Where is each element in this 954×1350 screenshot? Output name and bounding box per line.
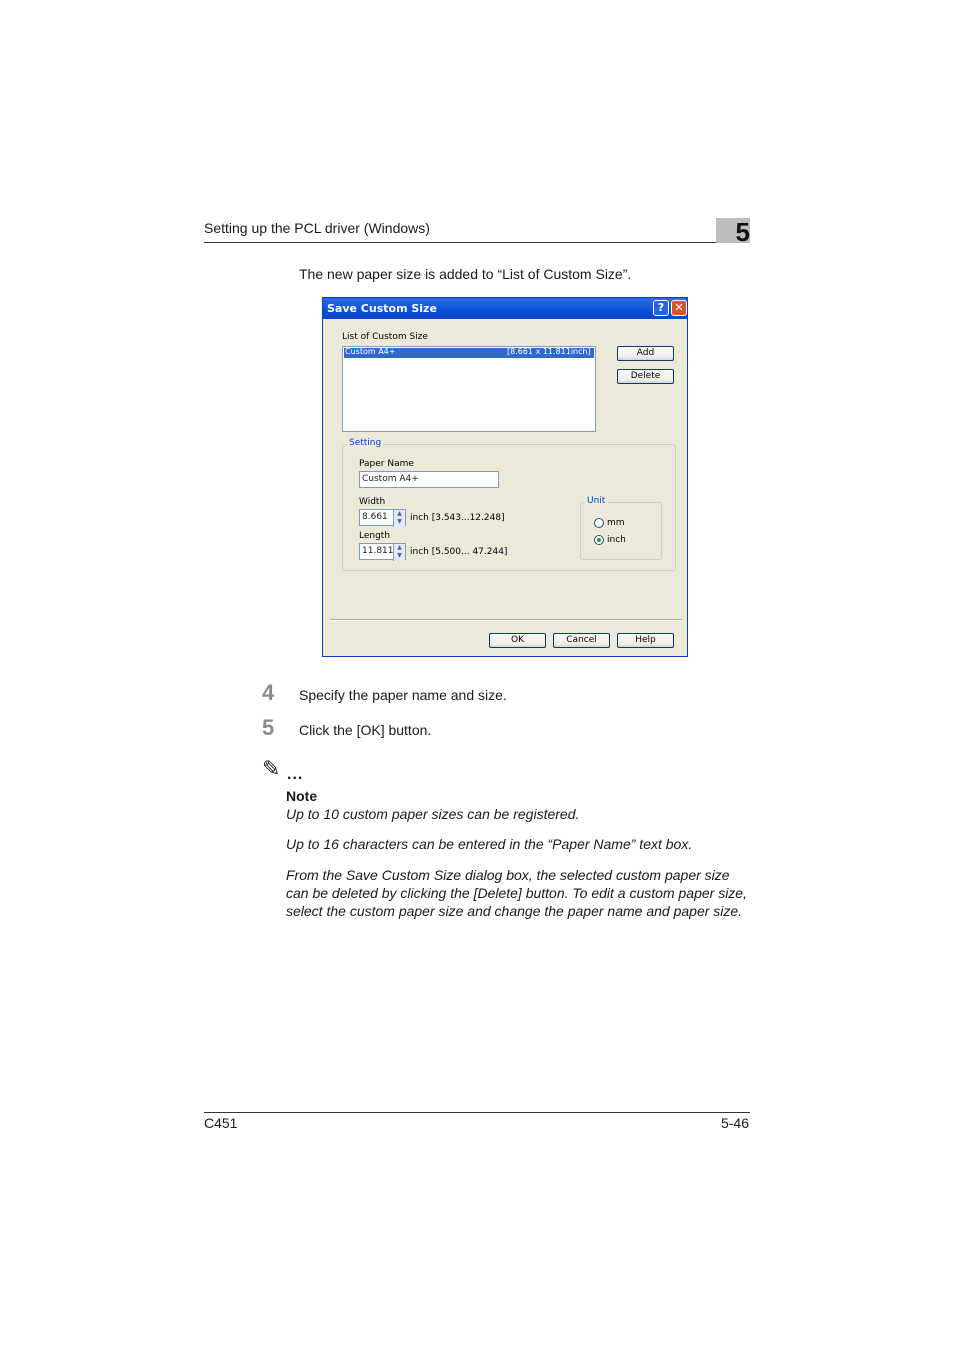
- help-icon[interactable]: ?: [653, 300, 669, 316]
- custom-size-list[interactable]: [342, 346, 596, 432]
- length-range: inch [5.500... 47.244]: [410, 547, 508, 557]
- list-label: List of Custom Size: [342, 332, 428, 342]
- step-number: 4: [262, 680, 275, 705]
- paper-name-input[interactable]: Custom A4+: [359, 471, 499, 488]
- step-text: Specify the paper name and size.: [299, 687, 507, 703]
- list-item[interactable]: [344, 348, 594, 358]
- footer-model: C451: [204, 1115, 238, 1131]
- width-value: 8.661: [362, 512, 388, 522]
- unit-group-label: Unit: [587, 496, 606, 506]
- running-header: Setting up the PCL driver (Windows): [204, 220, 430, 236]
- step-number: 5: [262, 715, 275, 740]
- add-button[interactable]: Add: [617, 346, 674, 361]
- save-custom-size-dialog: [322, 297, 688, 657]
- list-item-name: Custom A4+: [345, 347, 396, 356]
- setting-group: [342, 438, 676, 571]
- footer-page-number: 5-46: [720, 1115, 749, 1131]
- intro-text: The new paper size is added to “List of Custom Size”.: [299, 266, 632, 282]
- help-button[interactable]: Help: [617, 633, 674, 648]
- note-heading: Note: [286, 788, 318, 804]
- note-item: From the Save Custom Size dialog box, the selected custom paper size can be deleted by clicking the [Delete] button. To edit a custom paper size, select the custom paper size and change the paper name and paper size.: [286, 867, 747, 919]
- list-item-size: [8.661 x 11.811inch]: [507, 347, 591, 356]
- length-spinner[interactable]: ▲ ▼: [393, 544, 405, 561]
- dialog-titlebar: [323, 298, 687, 319]
- length-input[interactable]: [359, 543, 406, 560]
- unit-inch-label: inch: [607, 535, 626, 545]
- chapter-number: 5: [735, 217, 750, 247]
- header-rule: [204, 242, 716, 243]
- dialog-title: Save Custom Size: [327, 302, 437, 315]
- pencil-icon: ✎: [262, 756, 281, 781]
- note-dots: ...: [287, 766, 304, 783]
- footer-rule: [204, 1112, 750, 1113]
- unit-inch-radio[interactable]: [594, 535, 604, 545]
- length-label: Length: [359, 531, 391, 541]
- unit-mm-label: mm: [607, 518, 625, 528]
- cancel-button[interactable]: Cancel: [553, 633, 610, 648]
- note-item: Up to 16 characters can be entered in the “Paper Name” text box.: [286, 836, 693, 852]
- setting-group-label: Setting: [349, 438, 382, 448]
- width-input[interactable]: [359, 509, 406, 526]
- step-text: Click the [OK] button.: [299, 722, 432, 738]
- width-label: Width: [359, 497, 386, 507]
- unit-group: [580, 496, 662, 560]
- paper-name-label: Paper Name: [359, 459, 414, 469]
- note-item: Up to 10 custom paper sizes can be registered.: [286, 806, 580, 822]
- ok-button[interactable]: OK: [489, 633, 546, 648]
- width-spinner[interactable]: ▲ ▼: [393, 510, 405, 527]
- close-icon[interactable]: ✕: [671, 300, 687, 316]
- dialog-separator: [330, 619, 682, 621]
- width-range: inch [3.543...12.248]: [410, 513, 505, 523]
- unit-mm-radio[interactable]: [594, 518, 604, 528]
- length-value: 11.811: [362, 546, 394, 556]
- delete-button[interactable]: Delete: [617, 369, 674, 384]
